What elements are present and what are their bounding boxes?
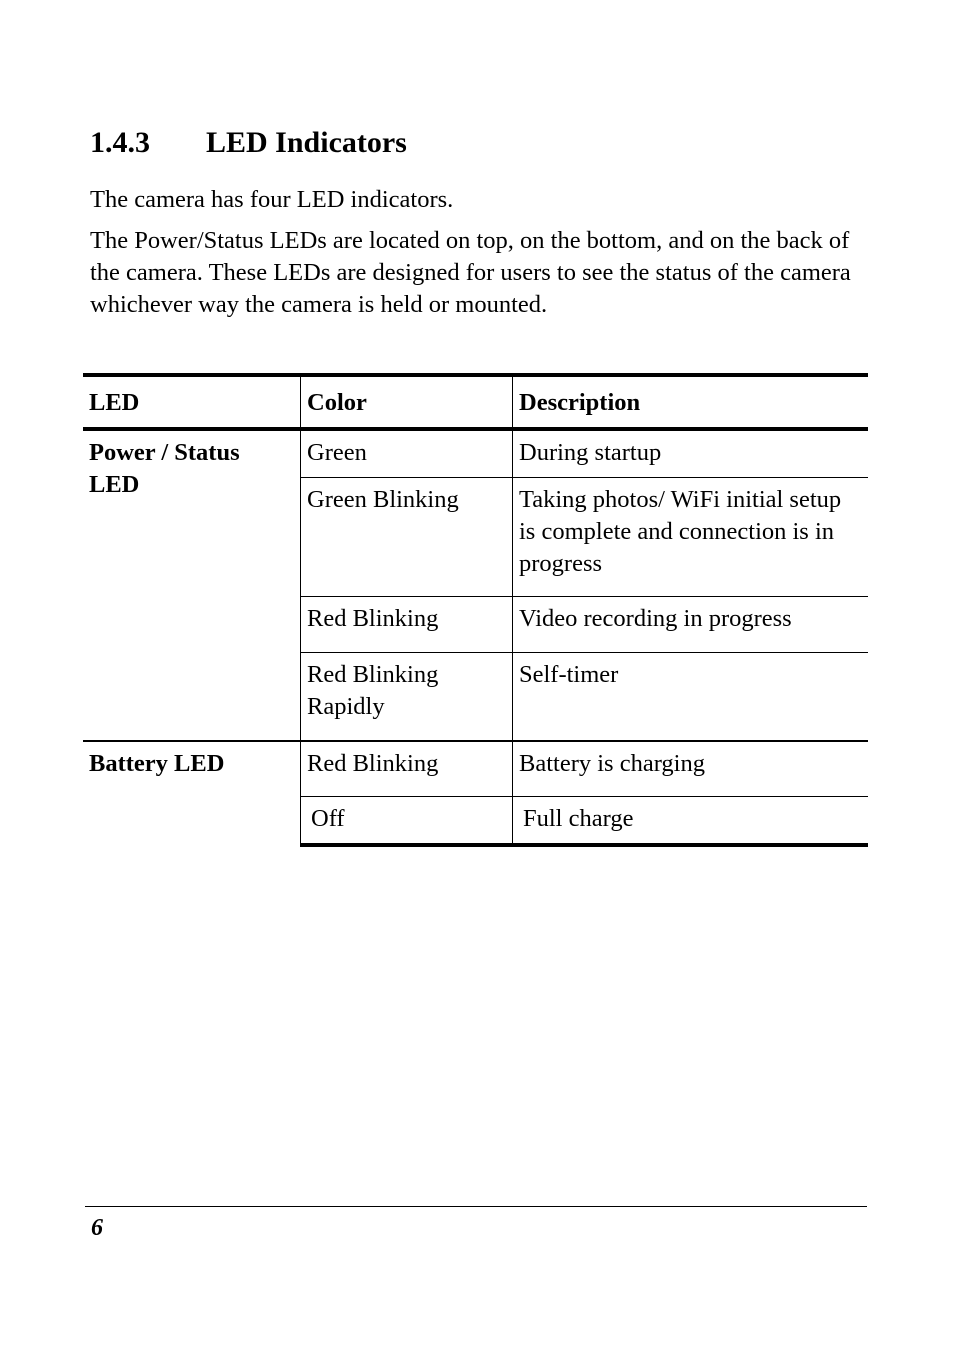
- section-title: LED Indicators: [206, 126, 407, 159]
- color-cell: Red Blinking: [301, 597, 513, 653]
- intro-paragraph: The camera has four LED indicators.: [90, 186, 454, 213]
- color-cell: Red Blinking Rapidly: [301, 653, 513, 741]
- description-cell: Battery is charging: [513, 741, 869, 797]
- table-header-row: [83, 375, 868, 429]
- description-cell: Video recording in progress: [513, 597, 869, 653]
- led-name-battery: Battery LED: [83, 741, 301, 846]
- table-row: [83, 741, 868, 797]
- section-heading: [90, 126, 407, 160]
- description-cell: Self-timer: [513, 653, 869, 741]
- header-description: Description: [513, 375, 869, 429]
- color-cell: Green Blinking: [301, 478, 513, 597]
- section-number: 1.4.3: [90, 126, 150, 159]
- led-table: [83, 373, 868, 847]
- table-row: [83, 429, 868, 478]
- description-cell: Full charge: [513, 797, 869, 846]
- led-name-power-status: Power / Status LED: [89, 439, 240, 498]
- color-cell: Red Blinking: [301, 741, 513, 797]
- header-led: LED: [83, 375, 301, 429]
- color-cell: Off: [301, 797, 513, 846]
- page-number: 6: [91, 1215, 103, 1241]
- header-color: Color: [301, 375, 513, 429]
- description-cell: During startup: [513, 429, 869, 478]
- footer-rule: [85, 1206, 867, 1207]
- description-cell: Taking photos/ WiFi initial setup is complete and connection is in progress: [513, 478, 869, 597]
- location-paragraph: The Power/Status LEDs are located on top, on the bottom, and on the back of the camera. These LEDs are designed for users to see the status of the camera whichever way the camera is held or mounted.: [90, 227, 851, 318]
- color-cell: Green: [301, 429, 513, 478]
